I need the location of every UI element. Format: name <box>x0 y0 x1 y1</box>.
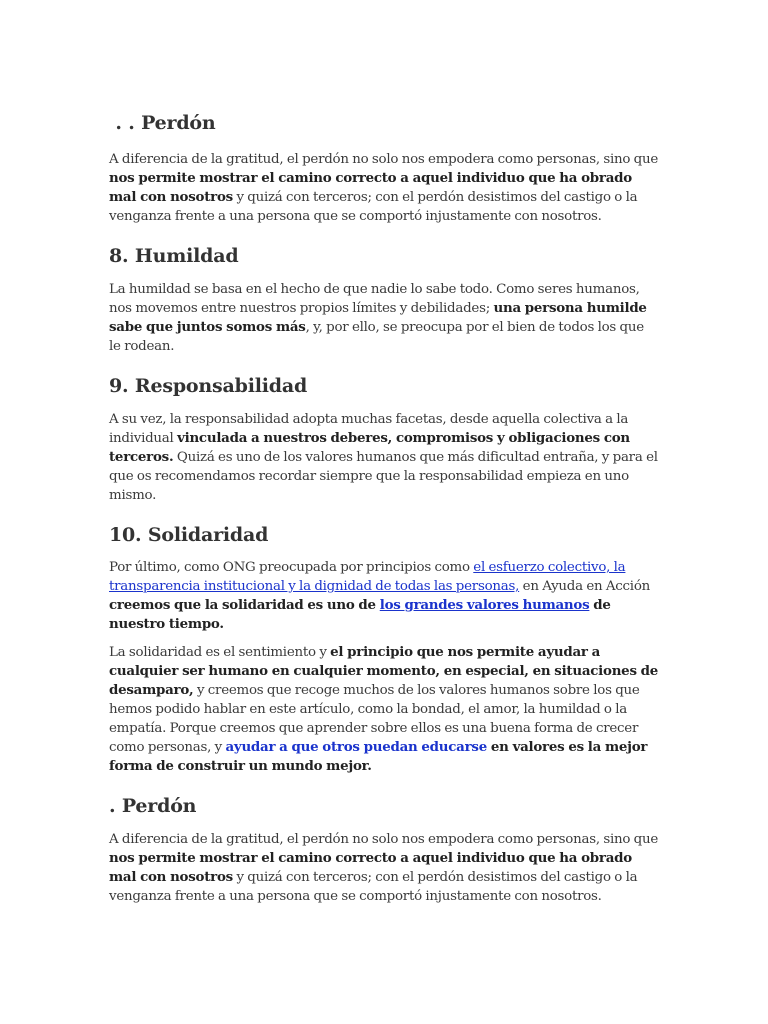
text-run: Quizá es uno de los valores humanos que más dificultad entraña, y para el que os recomendamos recordar siempre que la responsabilidad empieza en uno mismo. <box>109 450 658 503</box>
text-run: Por último, como ONG preocupada por principios como <box>109 560 474 575</box>
section-paragraph-solidaridad-2 <box>109 643 659 776</box>
section-heading-solidaridad: 10. Solidaridad <box>109 524 269 546</box>
text-run: A su vez, la responsabilidad adopta muchas facetas, desde aquella colectiva a la individual <box>109 412 629 446</box>
section-paragraph-perdon-2 <box>109 830 659 906</box>
document-page <box>109 110 659 906</box>
section-paragraph-solidaridad-1 <box>109 558 659 634</box>
text-run: y creemos que recoge muchos de los valores humanos sobre los que hemos podido hablar en este artículo, como la bondad, el amor, la humildad o la empatía. Porque creemos que aprender sobre ellos es una buena forma de crecer como personas, y <box>109 683 640 755</box>
section-heading-humildad: 8. Humildad <box>109 245 239 267</box>
bold-text: nos permite mostrar el camino correcto a aquel individuo que ha obrado mal con nosotros <box>109 850 632 885</box>
link-principios[interactable]: el esfuerzo colectivo, la transparencia institucional y la dignidad de todas las personas, <box>109 560 626 594</box>
text-run: en Ayuda en Acción <box>519 579 651 594</box>
link-grandes-valores[interactable] <box>380 598 590 613</box>
section-paragraph-perdon <box>109 150 659 226</box>
text-run: A diferencia de la gratitud, el perdón no solo nos empodera como personas, sino que <box>109 152 659 167</box>
bold-text: en valores es la mejor forma de construir un mundo mejor. <box>109 739 648 774</box>
text-run: A diferencia de la gratitud, el perdón no solo nos empodera como personas, sino que <box>109 832 659 847</box>
bold-text: vinculada a nuestros deberes, compromisos y obligaciones con terceros. <box>109 430 630 465</box>
bold-text: de nuestro tiempo. <box>109 597 611 632</box>
text-run: La solidaridad es el sentimiento y <box>109 645 331 660</box>
bold-text: una persona humilde sabe que juntos somos más <box>109 300 647 335</box>
bold-text: nos permite mostrar el camino correcto a aquel individuo que ha obrado mal con nosotros <box>109 170 632 205</box>
text-run: La humildad se basa en el hecho de que nadie lo sabe todo. Como seres humanos, nos movemos entre nuestros propios límites y debilidades; <box>109 282 640 316</box>
section-paragraph-responsabilidad <box>109 410 659 505</box>
section-heading-responsabilidad: 9. Responsabilidad <box>109 375 308 397</box>
text-run: y quizá con terceros; con el perdón desistimos del castigo o la venganza frente a una persona que se comportó injustamente con nosotros. <box>109 870 638 904</box>
section-heading-perdon: . . Perdón <box>109 112 216 134</box>
link-ayudar-educarse[interactable]: ayudar a que otros puedan educarse <box>225 739 487 755</box>
text-run: , y, por ello, se preocupa por el bien de todos los que le rodean. <box>109 320 644 354</box>
text-run: y quizá con terceros; con el perdón desistimos del castigo o la venganza frente a una persona que se comportó injustamente con nosotros. <box>109 190 638 224</box>
section-paragraph-humildad <box>109 280 659 356</box>
bold-text: creemos que la solidaridad es uno de <box>109 597 380 613</box>
section-heading-perdon-2: . Perdón <box>109 795 197 817</box>
bold-text: el principio que nos permite ayudar a cualquier ser humano en cualquier momento, en especial, en situaciones de desamparo, <box>109 644 659 698</box>
bold-link-text: los grandes valores humanos <box>379 597 590 613</box>
